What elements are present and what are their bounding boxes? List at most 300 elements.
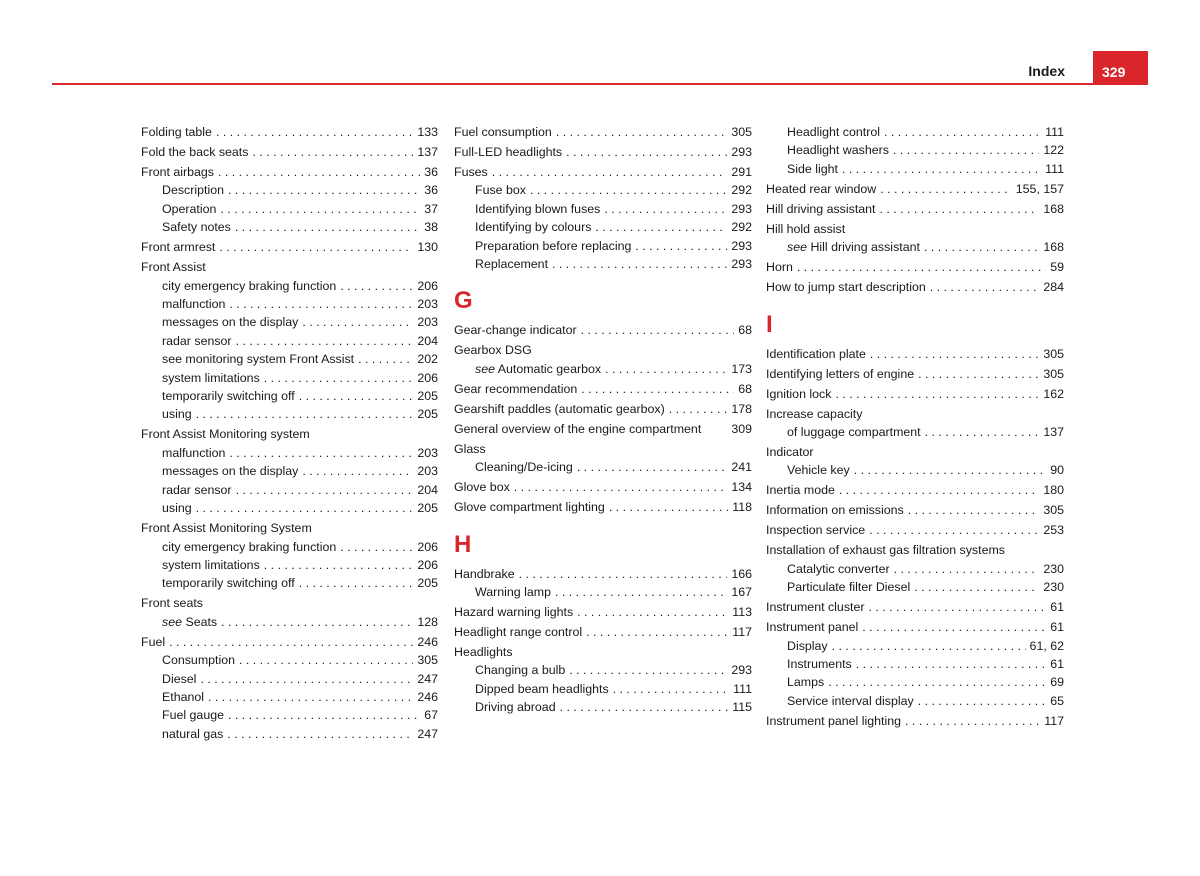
index-subentry — [766, 423, 1064, 441]
index-entry — [766, 405, 1064, 423]
index-term-text: Installation of exhaust gas filtration systems — [766, 543, 1005, 558]
page-reference: 205 — [417, 576, 438, 591]
dot-leader — [880, 200, 1040, 218]
index-entry — [141, 425, 438, 443]
index-term — [787, 637, 828, 655]
page-reference: 206 — [417, 278, 438, 293]
dot-leader — [870, 345, 1039, 363]
page-reference: 61, 62 — [1029, 638, 1064, 653]
index-term — [475, 458, 573, 476]
index-term — [162, 670, 196, 688]
index-term-text: Ethanol — [162, 689, 205, 704]
dot-leader — [914, 578, 1039, 596]
index-entry — [141, 163, 438, 181]
index-subentry — [141, 181, 438, 199]
index-entry — [454, 380, 752, 398]
index-term — [162, 688, 204, 706]
index-entry — [766, 598, 1064, 616]
index-term-text: Headlight washers — [787, 143, 889, 158]
index-term-text: Operation — [162, 201, 217, 216]
index-subentry — [141, 405, 438, 423]
dot-leader — [196, 499, 414, 517]
dot-leader — [604, 200, 727, 218]
page-reference: 293 — [731, 201, 752, 216]
dot-leader — [925, 423, 1040, 441]
page-reference: 122 — [1043, 143, 1064, 158]
index-term — [454, 123, 552, 141]
index-term-text: Glass — [454, 441, 486, 456]
dot-leader — [930, 278, 1040, 296]
index-entry — [141, 519, 438, 537]
index-term — [787, 123, 880, 141]
page-reference: 292 — [731, 183, 752, 198]
index-term-text: messages on the display — [162, 315, 299, 330]
index-entry — [454, 321, 752, 339]
index-subentry — [141, 725, 438, 743]
index-term — [454, 143, 562, 161]
index-term — [454, 341, 532, 359]
index-term-text: Preparation before replacing — [475, 238, 632, 253]
index-term — [141, 519, 312, 537]
index-term — [162, 350, 354, 368]
index-term — [162, 405, 192, 423]
index-entry — [454, 420, 752, 438]
index-term — [141, 594, 203, 612]
page-reference: 305 — [1043, 346, 1064, 361]
dot-leader — [492, 163, 728, 181]
index-term-text: Automatic gearbox — [497, 361, 602, 376]
page-reference: 137 — [417, 145, 438, 159]
index-entry — [454, 643, 752, 661]
page-reference: 293 — [731, 145, 752, 159]
index-entry — [454, 163, 752, 181]
index-term-text: Horn — [766, 260, 793, 275]
page-reference: 284 — [1043, 280, 1064, 295]
index-subentry — [141, 688, 438, 706]
index-subentry — [454, 360, 752, 378]
index-term-text: Side light — [787, 161, 838, 176]
index-term — [766, 345, 866, 363]
page-reference: 241 — [731, 460, 752, 475]
index-subentry — [766, 160, 1064, 178]
dot-leader — [613, 680, 730, 698]
index-term-text: Replacement — [475, 257, 549, 272]
index-subentry — [766, 560, 1064, 578]
index-term — [162, 218, 231, 236]
page-reference: 206 — [417, 370, 438, 385]
index-entry — [141, 594, 438, 612]
index-term — [787, 238, 920, 256]
dot-leader — [340, 538, 413, 556]
index-term-text: Gearshift paddles (automatic gearbox) — [454, 401, 665, 416]
see-reference: see — [162, 614, 182, 629]
index-term-text: Hill driving assistant — [766, 201, 876, 216]
dot-leader — [797, 258, 1046, 276]
index-term-text: Front Assist — [141, 260, 206, 275]
index-entry — [454, 440, 752, 458]
index-subentry — [141, 313, 438, 331]
index-term — [162, 538, 336, 556]
page-reference: 291 — [731, 165, 752, 179]
section-letter: H — [454, 530, 472, 558]
index-term — [454, 565, 515, 583]
index-term — [475, 680, 609, 698]
index-subentry — [141, 574, 438, 592]
index-term — [162, 387, 295, 405]
index-term-text: Service interval display — [787, 693, 914, 708]
index-term-text: Headlight range control — [454, 625, 583, 640]
page-reference: 134 — [731, 480, 752, 495]
index-term — [766, 365, 914, 383]
index-term — [141, 258, 206, 276]
page-reference: 61 — [1050, 620, 1064, 635]
index-subentry — [454, 680, 752, 698]
page-reference: 247 — [417, 671, 438, 686]
dot-leader — [918, 365, 1039, 383]
index-term — [162, 369, 260, 387]
page-reference: 117 — [1044, 713, 1064, 728]
page-reference: 246 — [417, 634, 438, 649]
index-term — [162, 574, 295, 592]
dot-leader — [236, 332, 414, 350]
page-reference: 293 — [731, 257, 752, 272]
index-entry — [454, 143, 752, 161]
index-term-text: natural gas — [162, 726, 224, 741]
index-term-text: Fuses — [454, 165, 488, 179]
page-reference: 305 — [1043, 366, 1064, 381]
dot-leader — [569, 661, 727, 679]
index-term-text: Display — [787, 638, 828, 653]
index-term — [141, 238, 215, 256]
dot-leader — [586, 623, 728, 641]
index-subentry — [454, 583, 752, 601]
page-reference: 246 — [417, 689, 438, 704]
index-term — [787, 461, 850, 479]
page-reference: 305 — [731, 125, 752, 139]
dot-leader — [669, 400, 728, 418]
index-entry — [454, 498, 752, 516]
index-term-text: Safety notes — [162, 220, 231, 235]
index-term-text: Front Assist Monitoring System — [141, 521, 312, 536]
page-reference: 230 — [1043, 580, 1064, 595]
index-term-text: Glove box — [454, 480, 510, 495]
index-term — [787, 423, 921, 441]
index-term — [787, 141, 889, 159]
index-entry — [766, 712, 1064, 730]
index-term — [162, 332, 232, 350]
page-reference: 118 — [732, 500, 752, 515]
index-term-text: Front armrest — [141, 240, 216, 255]
index-term-text: Hazard warning lights — [454, 605, 574, 620]
index-subentry — [141, 613, 438, 631]
page-reference: 111 — [733, 681, 752, 696]
index-term — [141, 143, 248, 161]
page-reference: 130 — [417, 240, 438, 255]
dot-leader — [302, 462, 413, 480]
page-reference: 117 — [732, 625, 752, 640]
index-entry — [766, 541, 1064, 559]
index-subentry — [141, 499, 438, 517]
page-reference: 292 — [731, 220, 752, 235]
index-term-text: Seats — [185, 614, 218, 629]
index-term — [766, 180, 876, 198]
dot-leader — [221, 613, 413, 631]
page-reference: 205 — [417, 389, 438, 404]
index-term-text: Vehicle key — [787, 463, 850, 478]
page-number-box — [1093, 51, 1148, 85]
page-reference: 203 — [417, 464, 438, 479]
dot-leader — [340, 277, 413, 295]
index-term-text: Identification plate — [766, 346, 866, 361]
index-term — [454, 163, 488, 181]
index-term — [162, 200, 216, 218]
page-reference: 155, 157 — [1015, 181, 1064, 196]
index-term — [787, 560, 890, 578]
index-entry — [766, 618, 1064, 636]
page-reference: 204 — [417, 333, 438, 348]
dot-leader — [880, 180, 1012, 198]
index-term — [454, 321, 577, 339]
page-reference: 305 — [417, 653, 438, 668]
index-subentry — [766, 637, 1064, 655]
index-entry — [766, 258, 1064, 276]
dot-leader — [908, 501, 1040, 519]
index-term-text: Inspection service — [766, 523, 866, 538]
page-reference: 113 — [732, 605, 752, 620]
index-subentry — [141, 670, 438, 688]
index-term-text: Identifying blown fuses — [475, 201, 601, 216]
index-subentry — [141, 462, 438, 480]
index-term — [475, 237, 631, 255]
index-term — [766, 541, 1005, 559]
dot-leader — [577, 458, 728, 476]
index-term-text: of luggage compartment — [787, 425, 921, 440]
index-term — [141, 425, 310, 443]
page-reference: 36 — [424, 183, 438, 198]
dot-leader — [555, 583, 727, 601]
index-term-text: Lamps — [787, 675, 825, 690]
index-subentry — [454, 200, 752, 218]
dot-leader — [219, 238, 413, 256]
page-reference: 162 — [1043, 386, 1064, 401]
index-subentry — [141, 481, 438, 499]
page-reference: 37 — [424, 201, 438, 216]
index-term — [454, 440, 486, 458]
index-subentry — [141, 387, 438, 405]
dot-leader — [918, 692, 1046, 710]
index-term-text: Headlight control — [787, 125, 880, 139]
index-term-text: Hill hold assist — [766, 221, 846, 236]
page-reference: 133 — [417, 125, 438, 139]
index-column-1 — [141, 123, 438, 743]
index-subentry — [766, 578, 1064, 596]
dot-leader — [884, 123, 1041, 141]
index-term-text: Front airbags — [141, 165, 215, 179]
index-term-text: Fold the back seats — [141, 145, 249, 159]
index-term — [766, 598, 864, 616]
index-entry — [766, 180, 1064, 198]
dot-leader — [893, 141, 1039, 159]
dot-leader — [552, 255, 727, 273]
dot-leader — [200, 670, 413, 688]
page-reference: 61 — [1050, 657, 1064, 672]
index-term — [766, 258, 793, 276]
dot-leader — [924, 238, 1039, 256]
page-reference: 137 — [1043, 425, 1064, 440]
index-term — [787, 578, 910, 596]
index-term-text: Fuse box — [475, 183, 526, 198]
index-term — [766, 501, 904, 519]
page-reference: 166 — [731, 566, 752, 581]
index-term-text: Instrument cluster — [766, 600, 865, 615]
index-term-text: Increase capacity — [766, 406, 863, 421]
index-term-text: Indicator — [766, 445, 814, 460]
dot-leader — [236, 481, 414, 499]
index-term — [787, 655, 852, 673]
page-reference: 203 — [417, 297, 438, 312]
dot-leader — [358, 350, 413, 368]
index-term-text: Headlights — [454, 645, 513, 660]
index-term — [475, 360, 601, 378]
index-term-text: Instrument panel — [766, 620, 859, 635]
index-term — [162, 613, 217, 631]
page-reference: 205 — [417, 407, 438, 422]
dot-leader — [868, 598, 1046, 616]
index-term-text: Inertia mode — [766, 483, 835, 498]
page-reference: 205 — [417, 501, 438, 516]
index-term-text: Changing a bulb — [475, 663, 566, 678]
index-entry — [454, 123, 752, 141]
index-term-text: using — [162, 407, 192, 422]
dot-leader — [218, 163, 420, 181]
index-term-text: Identifying letters of engine — [766, 366, 915, 381]
page-reference: 59 — [1050, 260, 1064, 275]
dot-leader — [299, 574, 414, 592]
index-subentry — [454, 458, 752, 476]
dot-leader — [302, 313, 413, 331]
section-letter: G — [454, 287, 473, 315]
index-term-text: Gear recommendation — [454, 381, 578, 396]
index-term — [475, 583, 551, 601]
dot-leader — [581, 321, 735, 339]
index-term — [162, 277, 336, 295]
index-term — [787, 692, 914, 710]
page-reference: 36 — [424, 165, 438, 179]
index-term — [787, 673, 824, 691]
index-entry — [454, 565, 752, 583]
section-title: Index — [1028, 63, 1065, 79]
dot-leader — [905, 712, 1040, 730]
index-entry — [454, 400, 752, 418]
index-term — [787, 160, 838, 178]
index-entry — [766, 365, 1064, 383]
page-reference: 69 — [1050, 675, 1064, 690]
index-term — [475, 698, 556, 716]
index-subentry — [141, 200, 438, 218]
page-reference: 206 — [417, 539, 438, 554]
page-reference: 168 — [1043, 240, 1064, 255]
index-subentry — [141, 295, 438, 313]
index-term — [162, 481, 232, 499]
index-entry — [766, 521, 1064, 539]
index-subentry — [141, 651, 438, 669]
index-term — [475, 200, 600, 218]
index-term — [766, 278, 926, 296]
dot-leader — [220, 200, 420, 218]
page-number: 329 — [1102, 64, 1126, 80]
index-term-text: Driving abroad — [475, 700, 556, 715]
index-subentry — [454, 181, 752, 199]
index-subentry — [141, 369, 438, 387]
dot-leader — [252, 143, 413, 161]
index-term — [162, 462, 298, 480]
index-subentry — [141, 218, 438, 236]
index-subentry — [766, 692, 1064, 710]
index-term-text: Particulate filter Diesel — [787, 580, 911, 595]
index-subentry — [454, 255, 752, 273]
index-term — [162, 706, 224, 724]
index-subentry — [141, 350, 438, 368]
dot-leader — [595, 218, 727, 236]
dot-leader — [196, 405, 414, 423]
dot-leader — [854, 461, 1047, 479]
index-entry — [766, 443, 1064, 461]
index-entry — [766, 501, 1064, 519]
index-term-text: Gearbox DSG — [454, 343, 532, 358]
index-term-text: temporarily switching off — [162, 576, 295, 591]
index-entry — [454, 478, 752, 496]
index-column-2 — [454, 123, 752, 717]
dot-leader — [227, 725, 413, 743]
dot-leader — [530, 181, 727, 199]
index-term-text: radar sensor — [162, 482, 232, 497]
index-term-text: Heated rear window — [766, 181, 877, 196]
page-reference: 115 — [732, 700, 752, 715]
index-term — [162, 499, 192, 517]
page-reference: 61 — [1050, 600, 1064, 615]
index-term — [162, 295, 225, 313]
page-reference: 111 — [1045, 125, 1064, 139]
dot-leader — [264, 369, 414, 387]
page-reference: 293 — [731, 663, 752, 678]
index-subentry — [454, 218, 752, 236]
index-term-text: Instruments — [787, 657, 852, 672]
dot-leader — [577, 603, 728, 621]
dot-leader — [216, 123, 413, 141]
index-entry — [766, 220, 1064, 238]
index-term-text: Glove compartment lighting — [454, 500, 605, 515]
index-term-text: Front Assist Monitoring system — [141, 427, 310, 442]
index-term — [766, 712, 901, 730]
index-term — [454, 643, 513, 661]
dot-leader — [832, 637, 1026, 655]
index-term-text: How to jump start description — [766, 280, 926, 295]
dot-leader — [581, 380, 734, 398]
page-reference: 309 — [731, 421, 752, 436]
index-subentry — [454, 698, 752, 716]
index-term-text: city emergency braking function — [162, 278, 337, 293]
index-term — [454, 420, 701, 438]
index-term-text: General overview of the engine compartment — [454, 421, 702, 436]
dot-leader — [869, 521, 1039, 539]
index-term — [141, 633, 165, 651]
index-term — [766, 385, 831, 403]
dot-leader — [609, 498, 728, 516]
index-term-text: using — [162, 501, 192, 516]
page-reference: 68 — [738, 323, 752, 338]
dot-leader — [842, 160, 1041, 178]
dot-leader — [835, 385, 1039, 403]
